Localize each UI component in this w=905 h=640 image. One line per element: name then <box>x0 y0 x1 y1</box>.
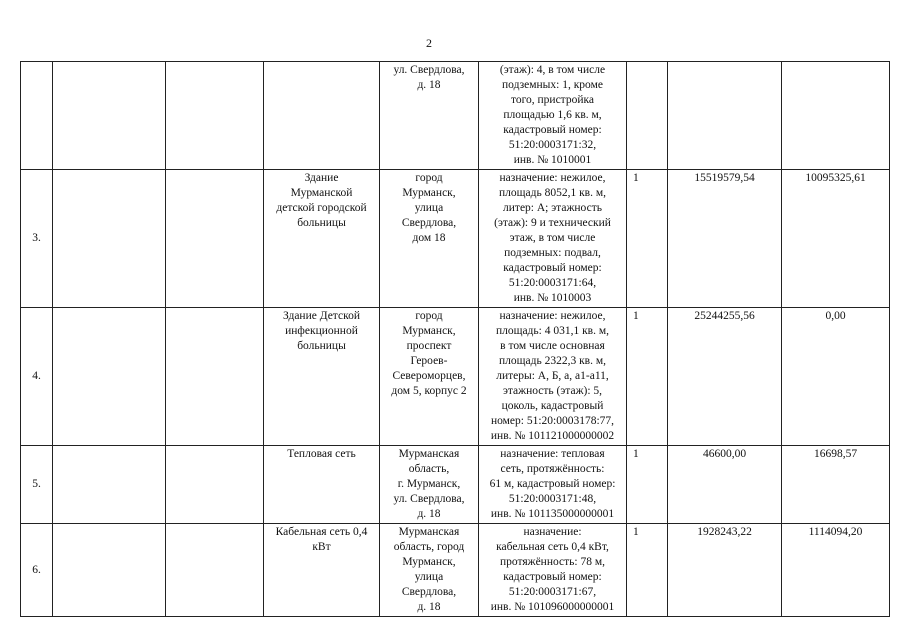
empty-cell <box>53 446 166 524</box>
residual-value: 16698,57 <box>782 446 890 524</box>
row-number: 5. <box>21 446 53 524</box>
row-number: 3. <box>21 170 53 308</box>
object-quantity: 1 <box>627 170 668 308</box>
empty-cell <box>166 170 264 308</box>
residual-value <box>782 62 890 170</box>
object-quantity <box>627 62 668 170</box>
object-address: город Мурманск, улица Свердлова, дом 18 <box>380 170 479 308</box>
empty-cell <box>166 62 264 170</box>
object-address: город Мурманск, проспект Героев- Североморцев, дом 5, корпус 2 <box>380 308 479 446</box>
book-value: 46600,00 <box>668 446 782 524</box>
empty-cell <box>166 308 264 446</box>
object-name <box>264 62 380 170</box>
object-description: назначение: кабельная сеть 0,4 кВт, протяжённость: 78 м, кадастровый номер: 51:20:0003171:67, инв. № 101096000000001 <box>479 524 627 617</box>
row-number: 6. <box>21 524 53 617</box>
object-name: Здание Мурманской детской городской больницы <box>264 170 380 308</box>
object-description: (этаж): 4, в том числе подземных: 1, кроме того, пристройка площадью 1,6 кв. м, кадастровый номер: 51:20:0003171:32, инв. № 1010001 <box>479 62 627 170</box>
empty-cell <box>53 308 166 446</box>
object-description: назначение: тепловая сеть, протяжённость: 61 м, кадастровый номер: 51:20:0003171:48, инв. № 101135000000001 <box>479 446 627 524</box>
property-table <box>20 61 890 617</box>
object-quantity: 1 <box>627 446 668 524</box>
empty-cell <box>166 446 264 524</box>
residual-value: 0,00 <box>782 308 890 446</box>
object-quantity: 1 <box>627 524 668 617</box>
book-value: 15519579,54 <box>668 170 782 308</box>
empty-cell <box>53 524 166 617</box>
empty-cell <box>53 170 166 308</box>
object-name: Тепловая сеть <box>264 446 380 524</box>
row-number: 4. <box>21 308 53 446</box>
empty-cell <box>53 62 166 170</box>
table-row <box>21 308 890 446</box>
table-row <box>21 170 890 308</box>
object-address: ул. Свердлова, д. 18 <box>380 62 479 170</box>
table-row <box>21 446 890 524</box>
residual-value: 10095325,61 <box>782 170 890 308</box>
object-description: назначение: нежилое, площадь: 4 031,1 кв. м, в том числе основная площадь 2322,3 кв. м, литеры: А, Б, а, а1-а11, этажность (этаж): 5, цоколь, кадастровый номер: 51:20:0003178:77, инв. № 101121000000002 <box>479 308 627 446</box>
object-name: Здание Детской инфекционной больницы <box>264 308 380 446</box>
empty-cell <box>166 524 264 617</box>
book-value <box>668 62 782 170</box>
row-number <box>21 62 53 170</box>
object-name: Кабельная сеть 0,4 кВт <box>264 524 380 617</box>
residual-value: 1114094,20 <box>782 524 890 617</box>
object-address: Мурманская область, г. Мурманск, ул. Свердлова, д. 18 <box>380 446 479 524</box>
table-row <box>21 524 890 617</box>
book-value: 25244255,56 <box>668 308 782 446</box>
book-value: 1928243,22 <box>668 524 782 617</box>
table-row <box>21 62 890 170</box>
page-number: 2 <box>426 36 432 50</box>
object-description: назначение: нежилое, площадь 8052,1 кв. м, литер: А; этажность (этаж): 9 и технический этаж, в том числе подземных: подвал, кадастровый номер: 51:20:0003171:64, инв. № 1010003 <box>479 170 627 308</box>
object-address: Мурманская область, город Мурманск, улица Свердлова, д. 18 <box>380 524 479 617</box>
object-quantity: 1 <box>627 308 668 446</box>
